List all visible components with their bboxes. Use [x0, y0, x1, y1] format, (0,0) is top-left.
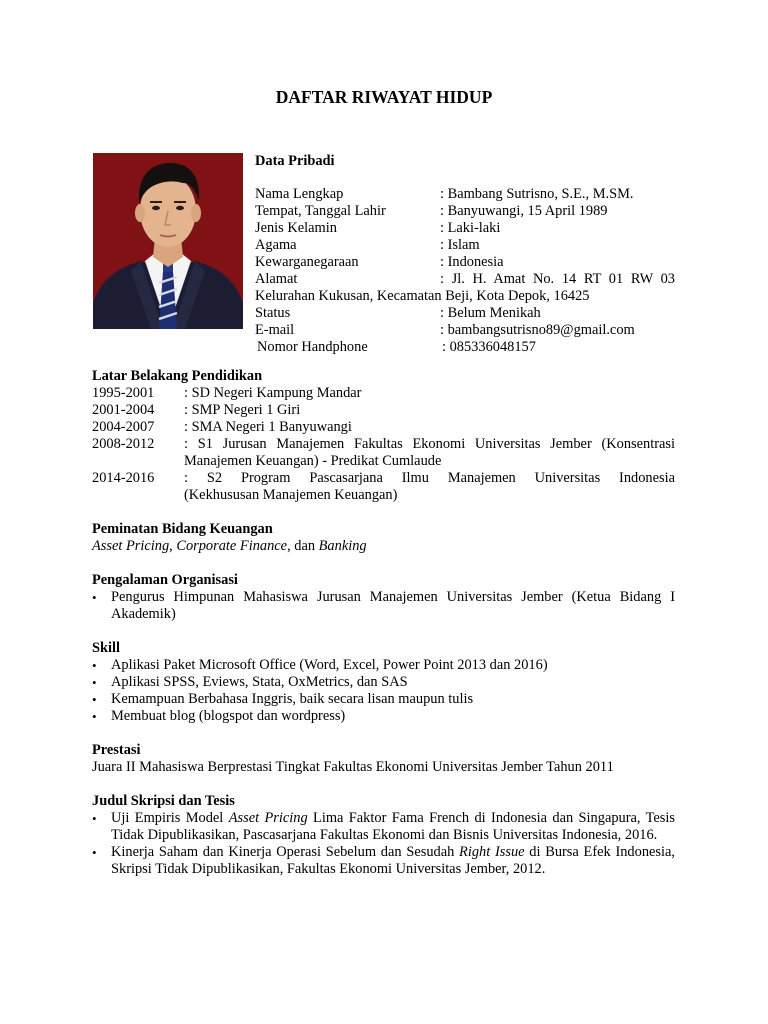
- separator: ,: [169, 538, 177, 554]
- separator: , dan: [287, 538, 319, 554]
- thesis-heading: Judul Skripsi dan Tesis: [92, 793, 235, 809]
- personal-row-name: [255, 186, 675, 203]
- education-years: 2014-2016: [92, 470, 155, 486]
- thesis-text: Lima Faktor Fama French di Indonesia dan Singapura, Tesis Tidak Dipublikasikan, Pascasarjana Fakultas Ekonomi dan Bisnis Universitas Indonesia, 2016.: [111, 810, 675, 843]
- personal-row-address: [255, 271, 675, 288]
- education-desc: : SMP Negeri 1 Giri: [184, 402, 301, 418]
- list-item: • Aplikasi Paket Microsoft Office (Word, Excel, Power Point 2013 dan 2016): [92, 657, 675, 674]
- address-continuation: Kelurahan Kukusan, Kecamatan Beji, Kota Depok, 16425: [255, 288, 590, 304]
- personal-row-email: [255, 322, 675, 339]
- field-value: : Belum Menikah: [440, 305, 541, 321]
- personal-data-section: [255, 153, 675, 356]
- thesis-text: di Bursa Efek Indonesia, Skripsi Tidak Dipublikasikan, Fakultas Ekonomi Universitas Jember, 2012.: [111, 844, 675, 877]
- thesis-text: Uji Empiris Model: [111, 810, 229, 826]
- education-desc-line1: : S1 Jurusan Manajemen Fakultas Ekonomi Universitas Jember (Konsentrasi: [184, 436, 675, 452]
- education-desc-line2: Manajemen Keuangan) - Predikat Cumlaude: [184, 453, 442, 469]
- education-item: [92, 385, 675, 402]
- list-item: • Membuat blog (blogspot dan wordpress): [92, 708, 675, 725]
- education-desc: : SD Negeri Kampung Mandar: [184, 385, 362, 401]
- list-item: • Kemampuan Berbahasa Inggris, baik secara lisan maupun tulis: [92, 691, 675, 708]
- personal-row-gender: [255, 220, 675, 237]
- interest-heading: Peminatan Bidang Keuangan: [92, 521, 273, 537]
- interest-text: [92, 538, 675, 555]
- field-label: Agama: [255, 237, 297, 253]
- field-value: : Banyuwangi, 15 April 1989: [440, 203, 608, 219]
- field-label: Jenis Kelamin: [255, 220, 337, 236]
- personal-row-birth: [255, 203, 675, 220]
- thesis-italic-term: Asset Pricing: [228, 810, 308, 826]
- interest-item: Corporate Finance: [176, 538, 288, 554]
- education-years: 2001-2004: [92, 402, 155, 418]
- field-label: Nama Lengkap: [255, 186, 344, 202]
- education-desc: [184, 436, 675, 470]
- education-item: [92, 436, 675, 470]
- field-value: : Indonesia: [440, 254, 504, 270]
- cv-body: [92, 368, 675, 878]
- education-desc: : SMA Negeri 1 Banyuwangi: [184, 419, 352, 435]
- achievement-text: Juara II Mahasiswa Berprestasi Tingkat Fakultas Ekonomi Universitas Jember Tahun 2011: [92, 759, 614, 775]
- document-title: DAFTAR RIWAYAT HIDUP: [275, 87, 493, 107]
- education-years: 2008-2012: [92, 436, 155, 452]
- organization-list: [92, 589, 675, 623]
- field-label: Kewarganegaraan: [255, 254, 359, 270]
- education-desc: [184, 470, 675, 504]
- education-item: [92, 419, 675, 436]
- thesis-italic-term: Right Issue: [459, 844, 525, 860]
- field-value: : Bambang Sutrisno, S.E., M.SM.: [440, 186, 634, 202]
- organization-heading: Pengalaman Organisasi: [92, 572, 238, 588]
- personal-row-nationality: [255, 254, 675, 271]
- list-item: [92, 810, 675, 844]
- interest-item: Banking: [318, 538, 367, 554]
- list-item: • Pengurus Himpunan Mahasiswa Jurusan Manajemen Universitas Jember (Ketua Bidang I Akademik): [92, 589, 675, 623]
- list-item: • Aplikasi SPSS, Eviews, Stata, OxMetrics, dan SAS: [92, 674, 675, 691]
- education-heading: Latar Belakang Pendidikan: [92, 368, 263, 384]
- thesis-list: [92, 810, 675, 878]
- education-item: [92, 402, 675, 419]
- profile-photo-image: [93, 153, 243, 329]
- personal-row-status: [255, 305, 675, 322]
- skill-heading: Skill: [92, 640, 121, 656]
- field-value: : Islam: [440, 237, 480, 253]
- education-years: 2004-2007: [92, 419, 155, 435]
- personal-row-religion: [255, 237, 675, 254]
- field-value: : 085336048157: [442, 339, 536, 355]
- thesis-text: Kinerja Saham dan Kinerja Operasi Sebelum dan Sesudah: [111, 844, 460, 860]
- skill-list: [92, 657, 675, 725]
- profile-photo: [93, 153, 243, 329]
- field-label: E-mail: [255, 322, 295, 338]
- list-item: [92, 844, 675, 878]
- personal-row-phone: [255, 339, 675, 356]
- education-item: [92, 470, 675, 504]
- education-desc-line2: (Kekhususan Manajemen Keuangan): [184, 487, 398, 503]
- education-years: 1995-2001: [92, 385, 155, 401]
- interest-item: Asset Pricing: [92, 538, 170, 554]
- achievement-heading: Prestasi: [92, 742, 141, 758]
- field-value: : Jl. H. Amat No. 14 RT 01 RW 03: [440, 271, 675, 287]
- personal-data-heading: Data Pribadi: [255, 153, 335, 169]
- field-value: : Laki-laki: [440, 220, 501, 236]
- education-desc-line1: : S2 Program Pascasarjana Ilmu Manajemen Universitas Indonesia: [184, 470, 675, 486]
- field-label: Alamat: [255, 271, 298, 287]
- field-label: Nomor Handphone: [257, 339, 368, 355]
- field-label: Status: [255, 305, 291, 321]
- field-value: : bambangsutrisno89@gmail.com: [440, 322, 635, 338]
- field-label: Tempat, Tanggal Lahir: [255, 203, 386, 219]
